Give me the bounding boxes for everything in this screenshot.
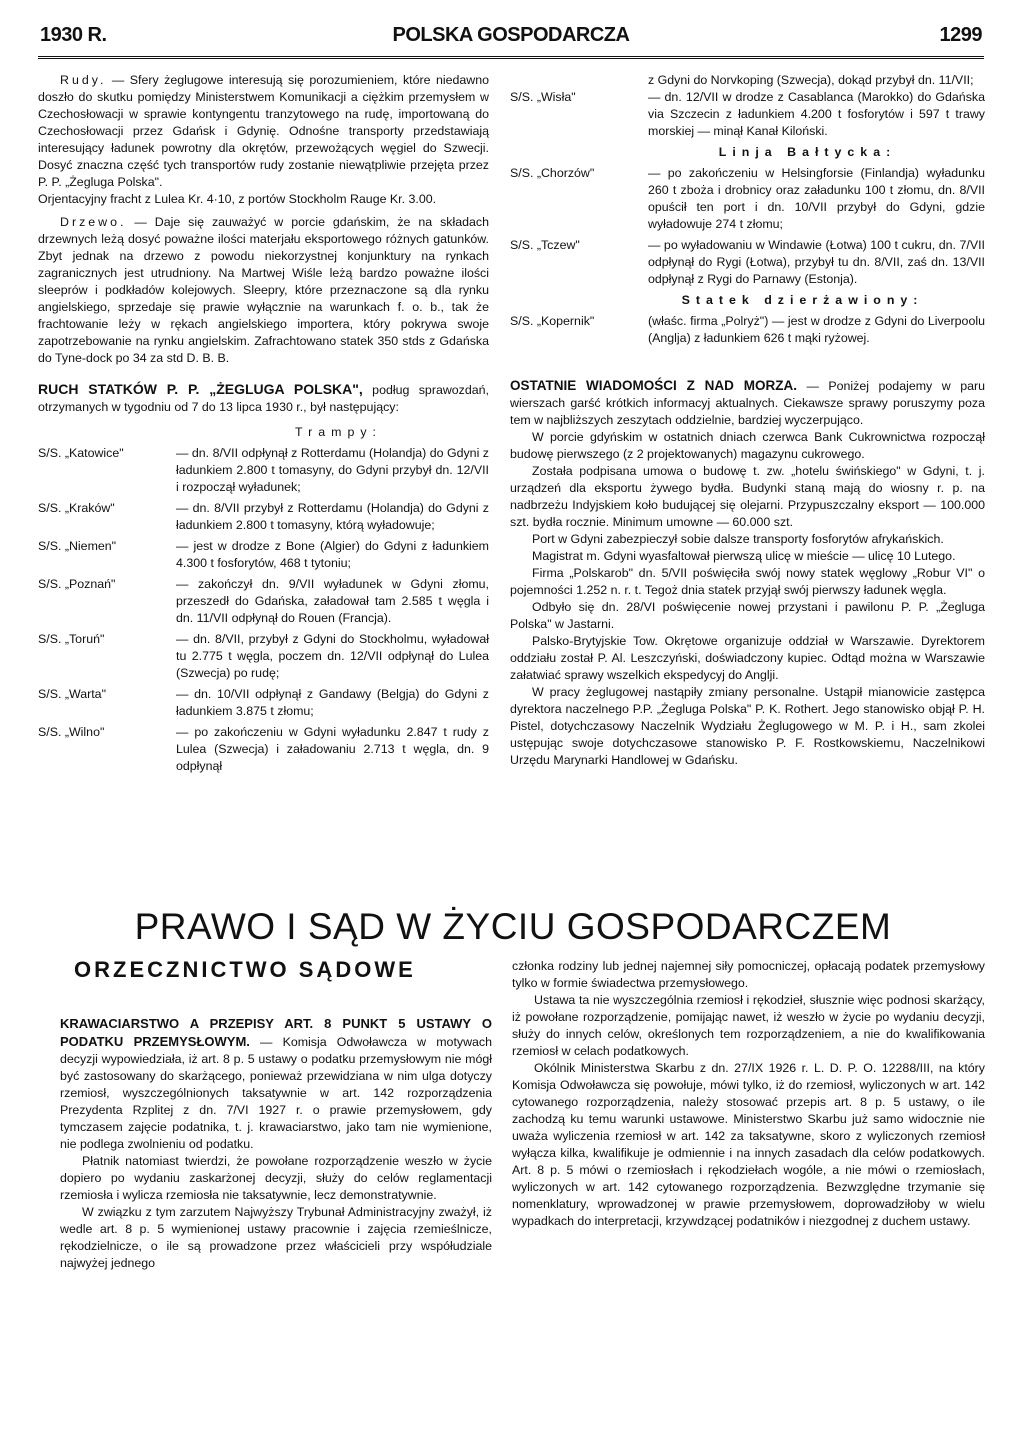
ship-entry — [38, 631, 489, 682]
ship-description: — zakończył dn. 9/VII wyładunek w Gdyni złomu, przeszedł do Gdańska, załadował tam 2.585 t węgla i dn. 11/VII odpłynął do Rouen (Francja). — [176, 577, 489, 625]
ship-description: — dn. 8/VII, przybył z Gdyni do Stockholmu, wyładował tu 2.775 t węgla, poczem dn. 12/VII odpłynął do Lulea (Szwecja) po rudę; — [176, 632, 489, 680]
ship-entry — [38, 576, 489, 627]
ship-description: — dn. 10/VII odpłynął z Gandawy (Belgja) do Gdyni z ładunkiem 3.875 t złomu; — [176, 687, 489, 718]
trampy-heading: Trampy: — [295, 425, 382, 439]
news-item: Port w Gdyni zabezpieczył sobie dalsze transporty fosforytów afrykańskich. — [532, 532, 944, 546]
news-item: Została podpisana umowa o budowę t. zw. „hotelu świńskiego" w Gdyni, t. j. urządzeń dla eksportu żywego bydła. Budynki staną mają do wiosny r. p. na nadbrzeżu Indyjskiem koło budującej się olejarni. Przypuszczalny eksport — 100.000 szt. bydła rocznie. Minimum umowne — 60.000 szt. — [510, 464, 985, 529]
leased-ship-heading: Statek dzierżawiony: — [681, 293, 924, 307]
header-journal-title: POLSKA GOSPODARCZA — [392, 24, 630, 46]
right-column-top — [510, 72, 985, 769]
ship-entry — [510, 89, 985, 140]
ship-entry — [510, 313, 985, 347]
section-subtitle: ORZECZNICTWO SĄDOWE — [74, 957, 416, 982]
ship-name: S/S. „Kraków" — [38, 501, 115, 515]
ship-description: — po zakończeniu w Helsingforsie (Finlandja) wyładunku 260 t zboża i drobnicy oraz załadunku 100 t złomu, dn. 8/VII opuścił ten port i dn. 10/VII przybył do Gdyni, gdzie wyładowuje 274 t złomu; — [648, 166, 985, 231]
ship-name: S/S. „Wisła" — [510, 90, 576, 104]
ship-entry — [38, 686, 489, 720]
ruch-statkow-intro: RUCH STATKÓW P. P. „ŻEGLUGA POLSKA", podług sprawozdań, otrzymanych w tygodniu od 7 do 13 lipca 1930 r., był następujący: — [38, 381, 489, 414]
news-item: W pracy żeglugowej nastąpiły zmiany personalne. Ustąpił mianowicie zastępca dyrektora naczelnego P.P. „Żegluga Polska" P. K. Rothert. Jego stanowisko objął P. H. Pistel, dotychczasowy Naczelnik Wydziału Żeglugowego w M. P. i H., sam zkolei ustępując swoje dotychczasowe stanowisko P. F. Rostkowskiemu, Naczelnikowi Urzędu Marynarki Handlowej w Gdańsku. — [510, 685, 985, 767]
article-paragraph: Płatnik natomiast twierdzi, że powołane rozporządzenie weszło w życie dopiero po wydaniu zaskarżonej decyzji, służy do celów reglamentacji rzemiosła i wylicza rzemiosła nie taksatywnie, lecz demonstratywnie. — [60, 1154, 492, 1202]
ship-name: S/S. „Toruń" — [38, 632, 105, 646]
paragraph-rudy: Rudy. — Sfery żeglugowe interesują się porozumieniem, które niedawno doszło do skutku pomiędzy Ministerstwem Komunikacji a ciężkim przemysłem w Czechosłowacji w sprawie kontyngentu tranzytowego na rudę, importowaną do Czechosłowacji przez Gdańsk i Gdynię. Odnośne transporty przedstawiają interesujący ładunek powrotny dla okrętów, przewożących węgiel do Szwecji. Dosyć znaczna część tych transportów rudy zostanie niewątpliwie przejęta przez P. P. „Żegluga Polska". — [38, 73, 489, 189]
article-heading: KRAWACIARSTWO A PRZEPISY ART. 8 PUNKT 5 USTAWY O PODATKU PRZEMYSŁOWYM. — [60, 1016, 492, 1049]
ship-name: S/S. „Warta" — [38, 687, 106, 701]
ship-name: S/S. „Poznań" — [38, 577, 116, 591]
paragraph-freight: Orjentacyjny fracht z Lulea Kr. 4·10, z portów Stockholm Rauge Kr. 3.00. — [38, 192, 437, 206]
ship-description: — dn. 8/VII przybył z Rotterdamu (Holandja) do Gdyni z ładunkiem 2.800 t tomasyny, którą wyładowuje; — [176, 501, 489, 532]
bottom-right-column — [512, 958, 985, 1230]
ship-entry — [38, 500, 489, 534]
ship-entry — [510, 237, 985, 288]
ship-entry — [38, 724, 489, 775]
header-page-number: 1299 — [939, 24, 982, 46]
ship-entry — [38, 445, 489, 496]
ship-description: — po zakończeniu w Gdyni wyładunku 2.847 t rudy z Lulea (Szwecja) i załadowaniu 2.713 t węgla, dn. 9 odpłynął — [176, 725, 489, 773]
news-item: W porcie gdyńskim w ostatnich dniach czerwca Bank Cukrownictwa rozpoczął budowę pierwszego (z 2 projektowanych) magazynu cukrowego. — [510, 430, 985, 461]
running-header — [38, 6, 984, 59]
ship-entry — [38, 538, 489, 572]
article-paragraph: W związku z tym zarzutem Najwyższy Trybunał Administracyjny zważył, iż wedle art. 8 p. 5 wymienionej ustawy pracownie i zajęcia rzemieślnicze, rękodzielnicze, o ile są prowadzone przez właścicieli przy współudziale najwyżej jednego — [60, 1205, 492, 1270]
ship-description: — dn. 8/VII odpłynął z Rotterdamu (Holandja) do Gdyni z ładunkiem 2.800 t tomasyny, do Gdyni przybył dn. 12/VII i rozpoczął wyładunek; — [176, 446, 489, 494]
ship-description: (właśc. firma „Polryż") — jest w drodze z Gdyni do Liverpoolu (Anglja) z ładunkiem 626 t mąki ryżowej. — [648, 314, 985, 345]
ship-name: S/S. „Kopernik" — [510, 314, 595, 328]
article-paragraph: Okólnik Ministerstwa Skarbu z dn. 27/IX 1926 r. L. D. P. O. 12288/III, na który Komisja Odwoławcza się powołuje, mówi tylko, iż do rzemiosł, wyliczonych w art. 142 cytowanego rozporządzenia, należy stosować przepis art. 8 p. 5 ustawy, o ile zachodzą ku temu warunki ustawowe. Ministerstwo Skarbu już samo widocznie nie uważa wyliczenia rzemiosł w art. 142 za taksatywne, skoro z wyliczonych rzemiosł wyłącza kilka, kwalifikuje je odmiennie i na innych zasadach dla celów podatkowych. Art. 8 p. 5 mówi o rzemiosłach i rękodziełach wogóle, a nie mówi o rzemiosłach, wyliczonych w art. 142 cytowanego rozporządzenia. Bezwzględne trzymanie się nomenklatury, wprowadzonej w prawie przemysłowem, doprowadziłoby w wielu wypadkach do interpretacji, krzywdzącej podatników i niezgodnej z duchem ustawy. — [512, 1061, 985, 1228]
article-opening: KRAWACIARSTWO A PRZEPISY ART. 8 PUNKT 5 USTAWY O PODATKU PRZEMYSŁOWYM. — Komisja Odwoławcza w motywach decyzji wypowiedziała, iż art. 8 p. 5 ustawy o podatku przemysłowym nie mógł być zastosowany do skarżącego, ponieważ przewidziana w nim ulga dotyczy rzemiosł, wyszczególnionych taksatywnie w art. 142 rozporządzenia Prezydenta Rzplitej z dn. 7/VI 1927 r. o prawie przemysłowem, gdy tymczasem zajęcie podatnika, t. j. krawaciarstwo, jako tam nie wymienione, nie podlega zwolnieniu od podatku. — [60, 1016, 493, 1151]
bottom-left-column — [60, 1015, 492, 1272]
news-item: Odbyło się dn. 28/VI poświęcenie nowej przystani i pawilonu P. P. „Żegluga Polska" w Jastarni. — [510, 600, 985, 631]
ship-name: S/S. „Wilno" — [38, 725, 105, 739]
news-item: Palsko-Brytyjskie Tow. Okrętowe organizuje oddział w Warszawie. Dyrektorem oddziału został P. Al. Leszczyński, doświadczony kupiec. Odtąd można w Warszawie załatwiać sprawy wszelkich ekspedycyj do Anglji. — [510, 634, 985, 682]
paragraph-drzewo: Drzewo. — Daje się zauważyć w porcie gdańskim, że na składach drzewnych leżą dosyć poważne ilości materjału eksportowego różnych gatunków. Zbyt jednak na drzewo z powodu niekorzystnej konjunktury na rynkach zagranicznych jest utrudniony. Na Martwej Wiśle leżą bardzo poważne ilości sleeprów i podkładów kolejowych. Sleepry, które przeznaczone są dla rynku angielskiego, sprzedaje się prawie wyłącznie na warunkach f. o. b., tak że frachtowanie leży w rękach angielskiego importera, który pokrywa swoje zapotrzebowanie na rynku angielskim. Zafrachtowano statek 350 stds z Gdańska do Tyne-dock po 34 za std D. B. B. — [38, 215, 489, 365]
header-year: 1930 R. — [40, 24, 107, 46]
article-paragraph: Ustawa ta nie wyszczególnia rzemiosł i rękodzieł, słusznie więc podnosi skarżący, iż powołane rozporządzenie, pomijając nawet, iż weszło w życie po wydaniu decyzji, służy do innych celów, określonych tem rozporządzeniem, a nie do kwalifikowania rzemiosł w celach podatkowych. — [512, 993, 985, 1058]
ship-name: S/S. „Tczew" — [510, 238, 580, 252]
ship-description: — jest w drodze z Bone (Algier) do Gdyni z ładunkiem 4.300 t fosforytów, 468 t tytoniu; — [176, 539, 489, 570]
news-item: Firma „Polskarob" dn. 5/VII poświęciła swój nowy statek węglowy „Robur VI" o pojemności 1.252 n. r. t. Tegoż dnia statek przyjął swój pierwszy ładunek węgla. — [510, 566, 985, 597]
left-column-top — [38, 72, 489, 775]
news-intro: OSTATNIE WIADOMOŚCI Z NAD MORZA. — Poniżej podajemy w paru wierszach garść krótkich informacyj aktualnych. Ciekawsze sprawy poruszymy poza tem w najbliższych zeszytach oddzielnie, bardziej wyczerpująco. — [510, 378, 986, 427]
ship-entry — [510, 165, 985, 233]
ship-name: S/S. „Chorzów" — [510, 166, 595, 180]
news-item: Magistrat m. Gdyni wyasfaltował pierwszą ulicę w mieście — ulicę 10 Lutego. — [532, 549, 956, 563]
ruch-statkow-heading: RUCH STATKÓW P. P. „ŻEGLUGA POLSKA", — [38, 381, 363, 397]
article-paragraph: członka rodziny lub jednej najemnej siły pomocniczej, opłacają podatek przemysłowy tylko w formie świadectwa przemysłowego. — [512, 959, 985, 990]
news-heading: OSTATNIE WIADOMOŚCI Z NAD MORZA. — [510, 378, 797, 393]
ship-description: — dn. 12/VII w drodze z Casablanca (Marokko) do Gdańska via Szczecin z ładunkiem 4.200 t fosforytów i 597 t trawy morskiej — minął Kanał Kiloński. — [648, 90, 985, 138]
ship-description: — po wyładowaniu w Windawie (Łotwa) 100 t cukru, dn. 7/VII odpłynął do Rygi (Łotwa), przybył tu dn. 8/VII, zaś dn. 13/VII odpłynął z Rygi do Parnawy (Estonja). — [648, 238, 985, 286]
continuation-text: z Gdyni do Norvkoping (Szwecja), dokąd przybył dn. 11/VII; — [648, 73, 974, 87]
baltic-line-heading: Linja Bałtycka: — [718, 145, 897, 159]
ship-name: S/S. „Niemen" — [38, 539, 117, 553]
section-title: PRAWO I SĄD W ŻYCIU GOSPODARCZEM — [134, 906, 892, 947]
ship-list-trampy — [38, 445, 489, 775]
ship-name: S/S. „Katowice" — [38, 446, 124, 460]
